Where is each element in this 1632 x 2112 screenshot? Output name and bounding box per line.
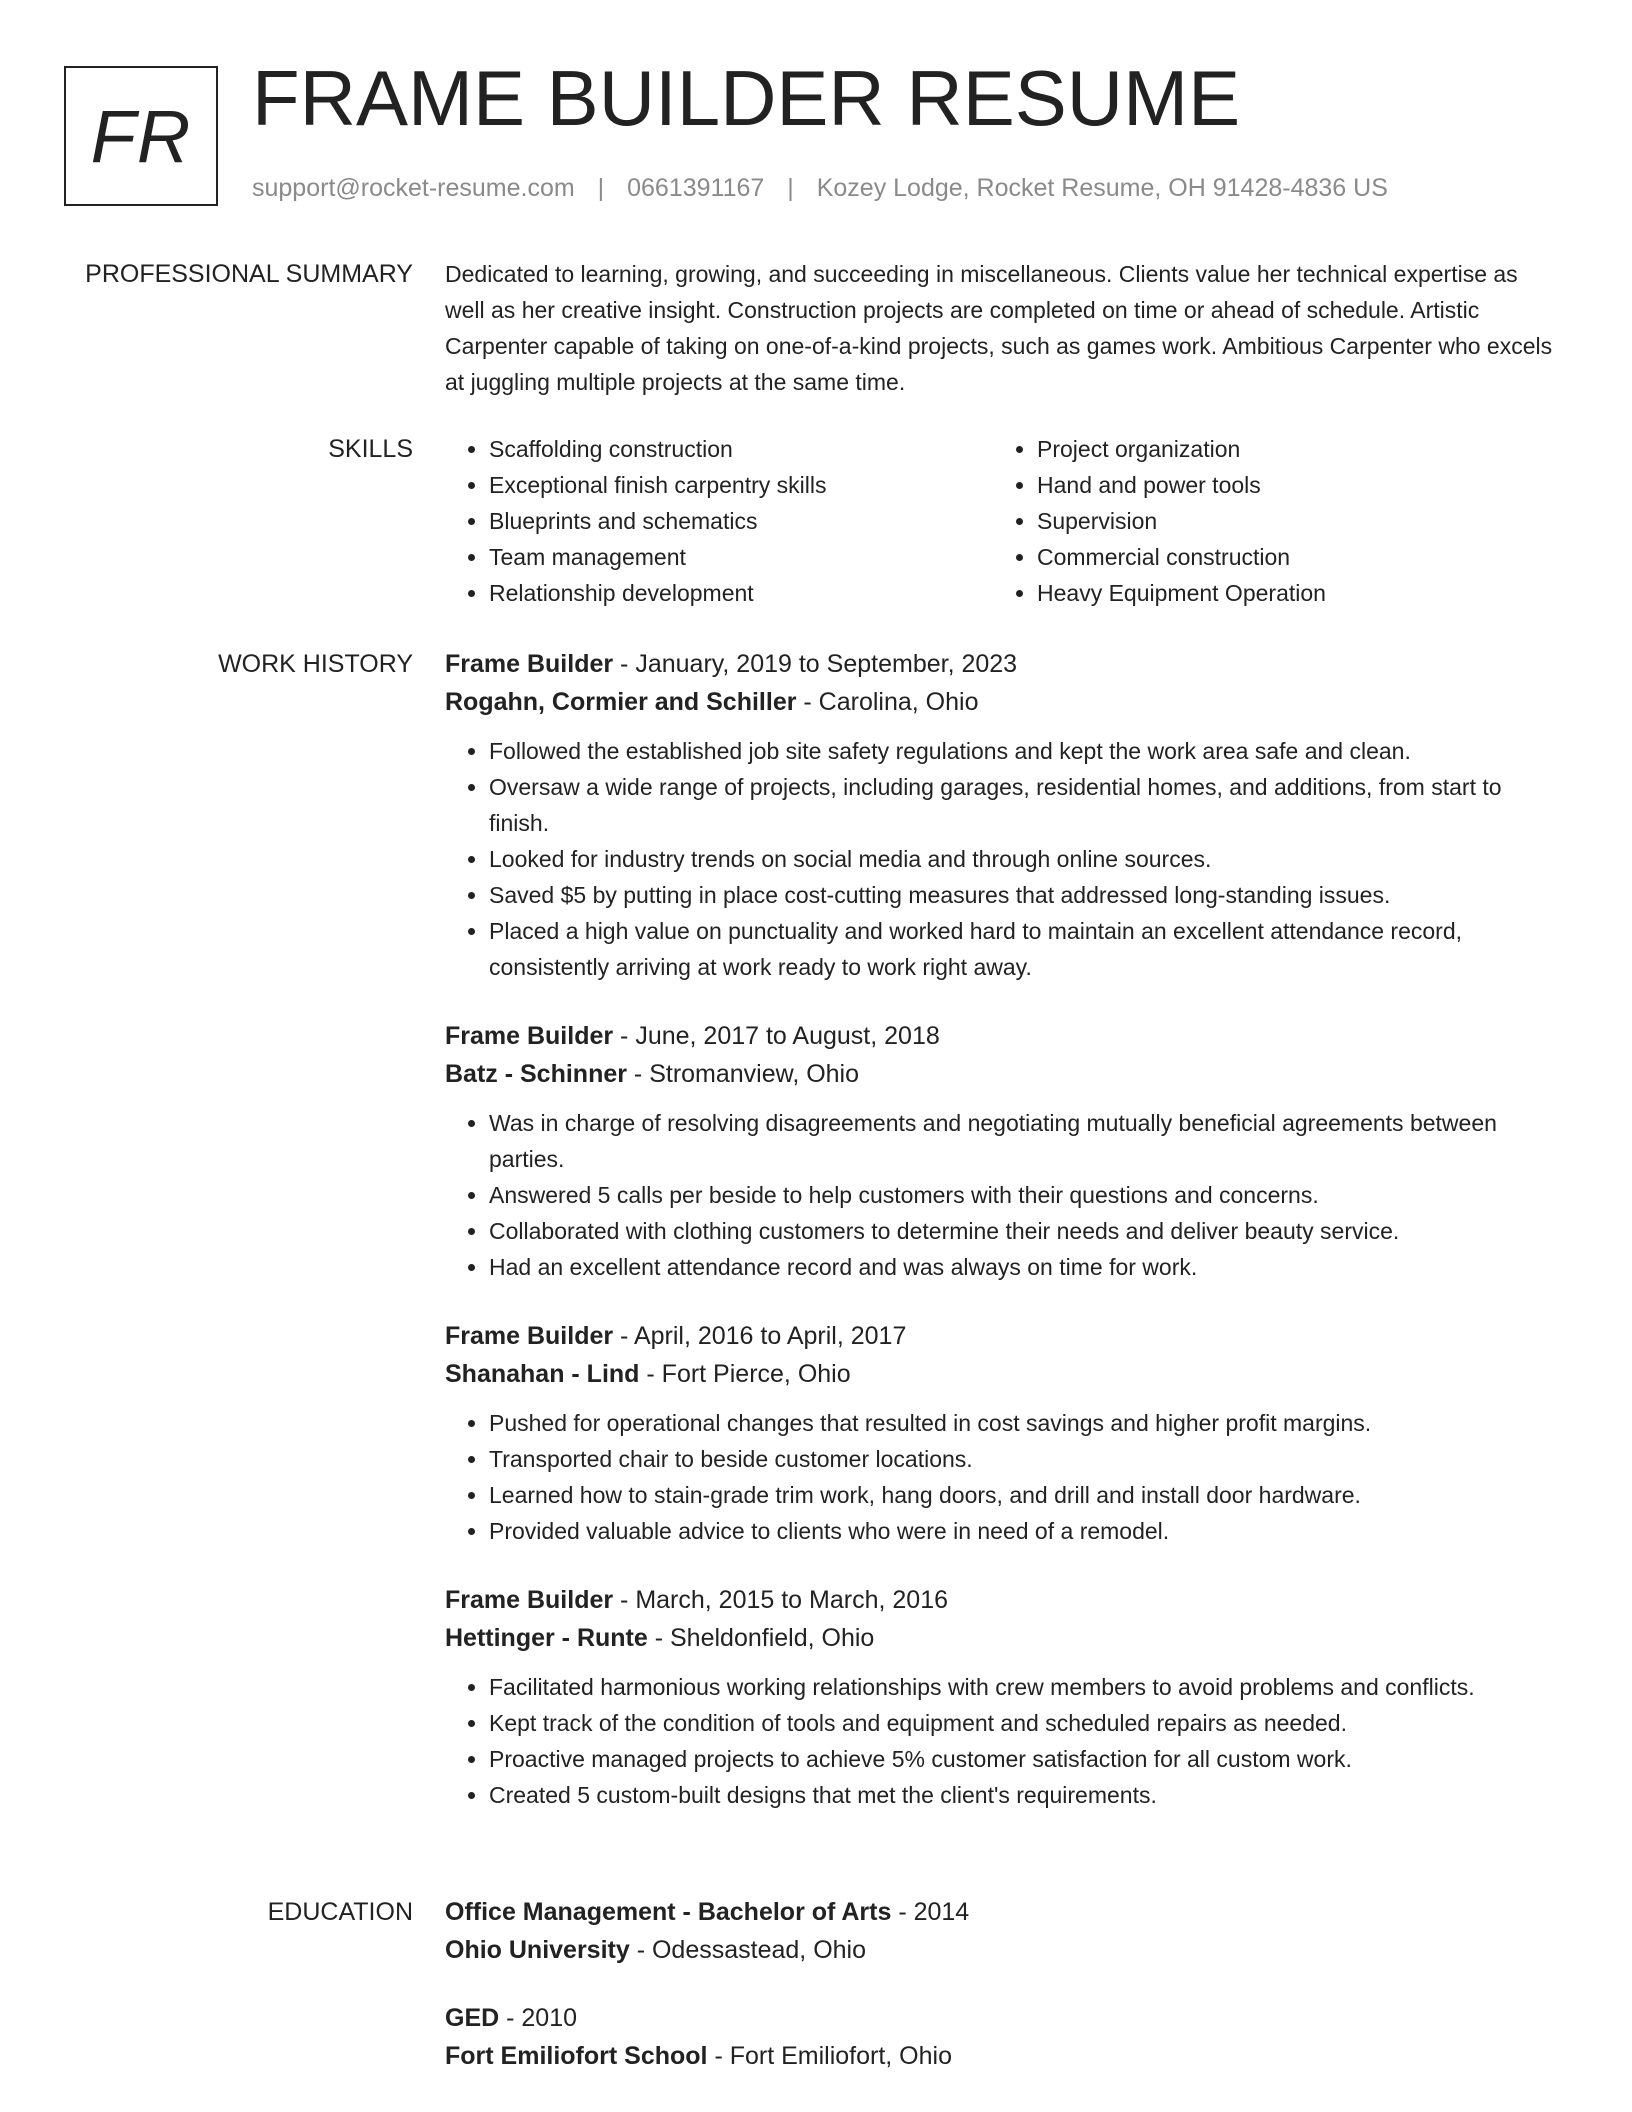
job-bullet: • Proactive managed projects to achieve 5% customer satisfaction for all custom work. (489, 1741, 1555, 1777)
job-bullet: • Answered 5 calls per beside to help customers with their questions and concerns. (489, 1177, 1555, 1213)
job-bullets (445, 733, 1555, 985)
job-bullet: • Followed the established job site safety regulations and kept the work area safe and clean. (489, 733, 1555, 769)
job-title: Frame Builder (445, 1322, 614, 1350)
section-label-work: WORK HISTORY (218, 650, 413, 678)
job-bullet: • Learned how to stain-grade trim work, hang doors, and drill and install door hardware. (489, 1477, 1555, 1513)
contact-email[interactable]: support@rocket-resume.com (252, 174, 575, 202)
job-dates: - April, 2016 to April, 2017 (613, 1322, 907, 1350)
education-school: Fort Emiliofort School (445, 2042, 708, 2070)
skill-item: • Relationship development (489, 575, 993, 611)
job-bullet: • Oversaw a wide range of projects, including garages, residential homes, and additions, from start to finish. (489, 769, 1555, 841)
work-body (445, 645, 1555, 1845)
contact-separator: | (787, 174, 794, 202)
job-bullet: • Facilitated harmonious working relationships with crew members to avoid problems and conflicts. (489, 1669, 1555, 1705)
job-bullet: • Pushed for operational changes that resulted in cost savings and higher profit margins. (489, 1405, 1555, 1441)
contact-separator: | (597, 174, 605, 202)
job-company-line (445, 1055, 1555, 1093)
job-entry (445, 1017, 1555, 1285)
skill-item: • Hand and power tools (1037, 467, 1541, 503)
job-dates: - January, 2019 to September, 2023 (613, 650, 1018, 678)
job-bullet: • Was in charge of resolving disagreements and negotiating mutually beneficial agreements between parties. (489, 1105, 1555, 1177)
education-entry (445, 1999, 1555, 2075)
skills-grid (445, 431, 1555, 611)
job-title-line (445, 645, 1555, 683)
contact-phone[interactable]: 0661391167 (627, 174, 765, 202)
job-title: Frame Builder (445, 650, 614, 678)
education-body (445, 1893, 1555, 2105)
education-school: Ohio University (445, 1936, 630, 1964)
job-title: Frame Builder (445, 1586, 614, 1614)
job-bullet: • Saved $5 by putting in place cost-cutting measures that addressed long-standing issues. (489, 877, 1555, 913)
education-entry (445, 1893, 1555, 1969)
job-bullets (445, 1405, 1555, 1549)
job-company: Rogahn, Cormier and Schiller (445, 688, 797, 716)
education-degree-line (445, 1893, 1555, 1931)
job-company: Batz - Schinner (445, 1060, 627, 1088)
section-label-education: EDUCATION (267, 1898, 413, 1926)
job-bullet: • Collaborated with clothing customers to determine their needs and deliver beauty service. (489, 1213, 1555, 1249)
job-entry (445, 1581, 1555, 1813)
job-title-line (445, 1017, 1555, 1055)
skills-list-right (993, 431, 1541, 611)
job-dates: - June, 2017 to August, 2018 (613, 1022, 940, 1050)
job-title-line (445, 1581, 1555, 1619)
monogram-box (64, 66, 218, 206)
job-company-line (445, 683, 1555, 721)
section-label-skills: SKILLS (328, 435, 413, 463)
skill-item: • Commercial construction (1037, 539, 1541, 575)
job-company-line (445, 1619, 1555, 1657)
education-year: - 2010 (499, 2004, 578, 2032)
job-bullets (445, 1105, 1555, 1285)
section-label-summary: PROFESSIONAL SUMMARY (85, 260, 413, 288)
job-bullet: • Placed a high value on punctuality and worked hard to maintain an excellent attendance record, consistently arriving at work ready to work right away. (489, 913, 1555, 985)
skill-item: • Project organization (1037, 431, 1541, 467)
job-bullet: • Transported chair to beside customer locations. (489, 1441, 1555, 1477)
job-dates: - March, 2015 to March, 2016 (613, 1586, 948, 1614)
skill-item: • Team management (489, 539, 993, 575)
summary-text: Dedicated to learning, growing, and succeeding in miscellaneous. Clients value her technical expertise as well as her creative insight. Construction projects are completed on time or ahead of schedule. Artistic Carpenter capable of taking on one-of-a-kind projects, such as games work. Ambitious Carpenter who excels at juggling multiple projects at the same time. (445, 261, 1553, 395)
skills-list-left (445, 431, 993, 611)
job-title-line (445, 1317, 1555, 1355)
job-location: - Carolina, Ohio (796, 688, 979, 716)
job-location: - Stromanview, Ohio (626, 1060, 860, 1088)
education-degree-line (445, 1999, 1555, 2037)
resume-title: FRAME BUILDER RESUME (252, 54, 1241, 142)
job-bullet: • Provided valuable advice to clients who were in need of a remodel. (489, 1513, 1555, 1549)
education-degree: GED (445, 2004, 500, 2032)
education-degree: Office Management - Bachelor of Arts (445, 1898, 892, 1926)
job-bullet: • Looked for industry trends on social media and through online sources. (489, 841, 1555, 877)
education-year: - 2014 (891, 1898, 970, 1926)
job-entry (445, 645, 1555, 985)
monogram-text: FR (90, 94, 192, 178)
job-title: Frame Builder (445, 1022, 614, 1050)
job-entry (445, 1317, 1555, 1549)
skill-item: • Exceptional finish carpentry skills (489, 467, 993, 503)
skill-item: • Supervision (1037, 503, 1541, 539)
job-company: Hettinger - Runte (445, 1624, 648, 1652)
job-company-line (445, 1355, 1555, 1393)
skill-item: • Scaffolding construction (489, 431, 993, 467)
job-company: Shanahan - Lind (445, 1360, 640, 1388)
contact-address: Kozey Lodge, Rocket Resume, OH 91428-4836 US (816, 174, 1388, 202)
education-location: - Fort Emiliofort, Ohio (707, 2042, 952, 2070)
education-location: - Odessastead, Ohio (629, 1936, 866, 1964)
education-school-line (445, 1931, 1555, 1969)
contact-line (252, 174, 1388, 203)
skill-item: • Blueprints and schematics (489, 503, 993, 539)
job-location: - Sheldonfield, Ohio (647, 1624, 875, 1652)
job-bullet: • Created 5 custom-built designs that met the client's requirements. (489, 1777, 1555, 1813)
job-location: - Fort Pierce, Ohio (639, 1360, 851, 1388)
education-school-line (445, 2037, 1555, 2075)
summary-body (445, 256, 1555, 400)
job-bullets (445, 1669, 1555, 1813)
skill-item: • Heavy Equipment Operation (1037, 575, 1541, 611)
job-bullet: • Had an excellent attendance record and was always on time for work. (489, 1249, 1555, 1285)
job-bullet: • Kept track of the condition of tools and equipment and scheduled repairs as needed. (489, 1705, 1555, 1741)
